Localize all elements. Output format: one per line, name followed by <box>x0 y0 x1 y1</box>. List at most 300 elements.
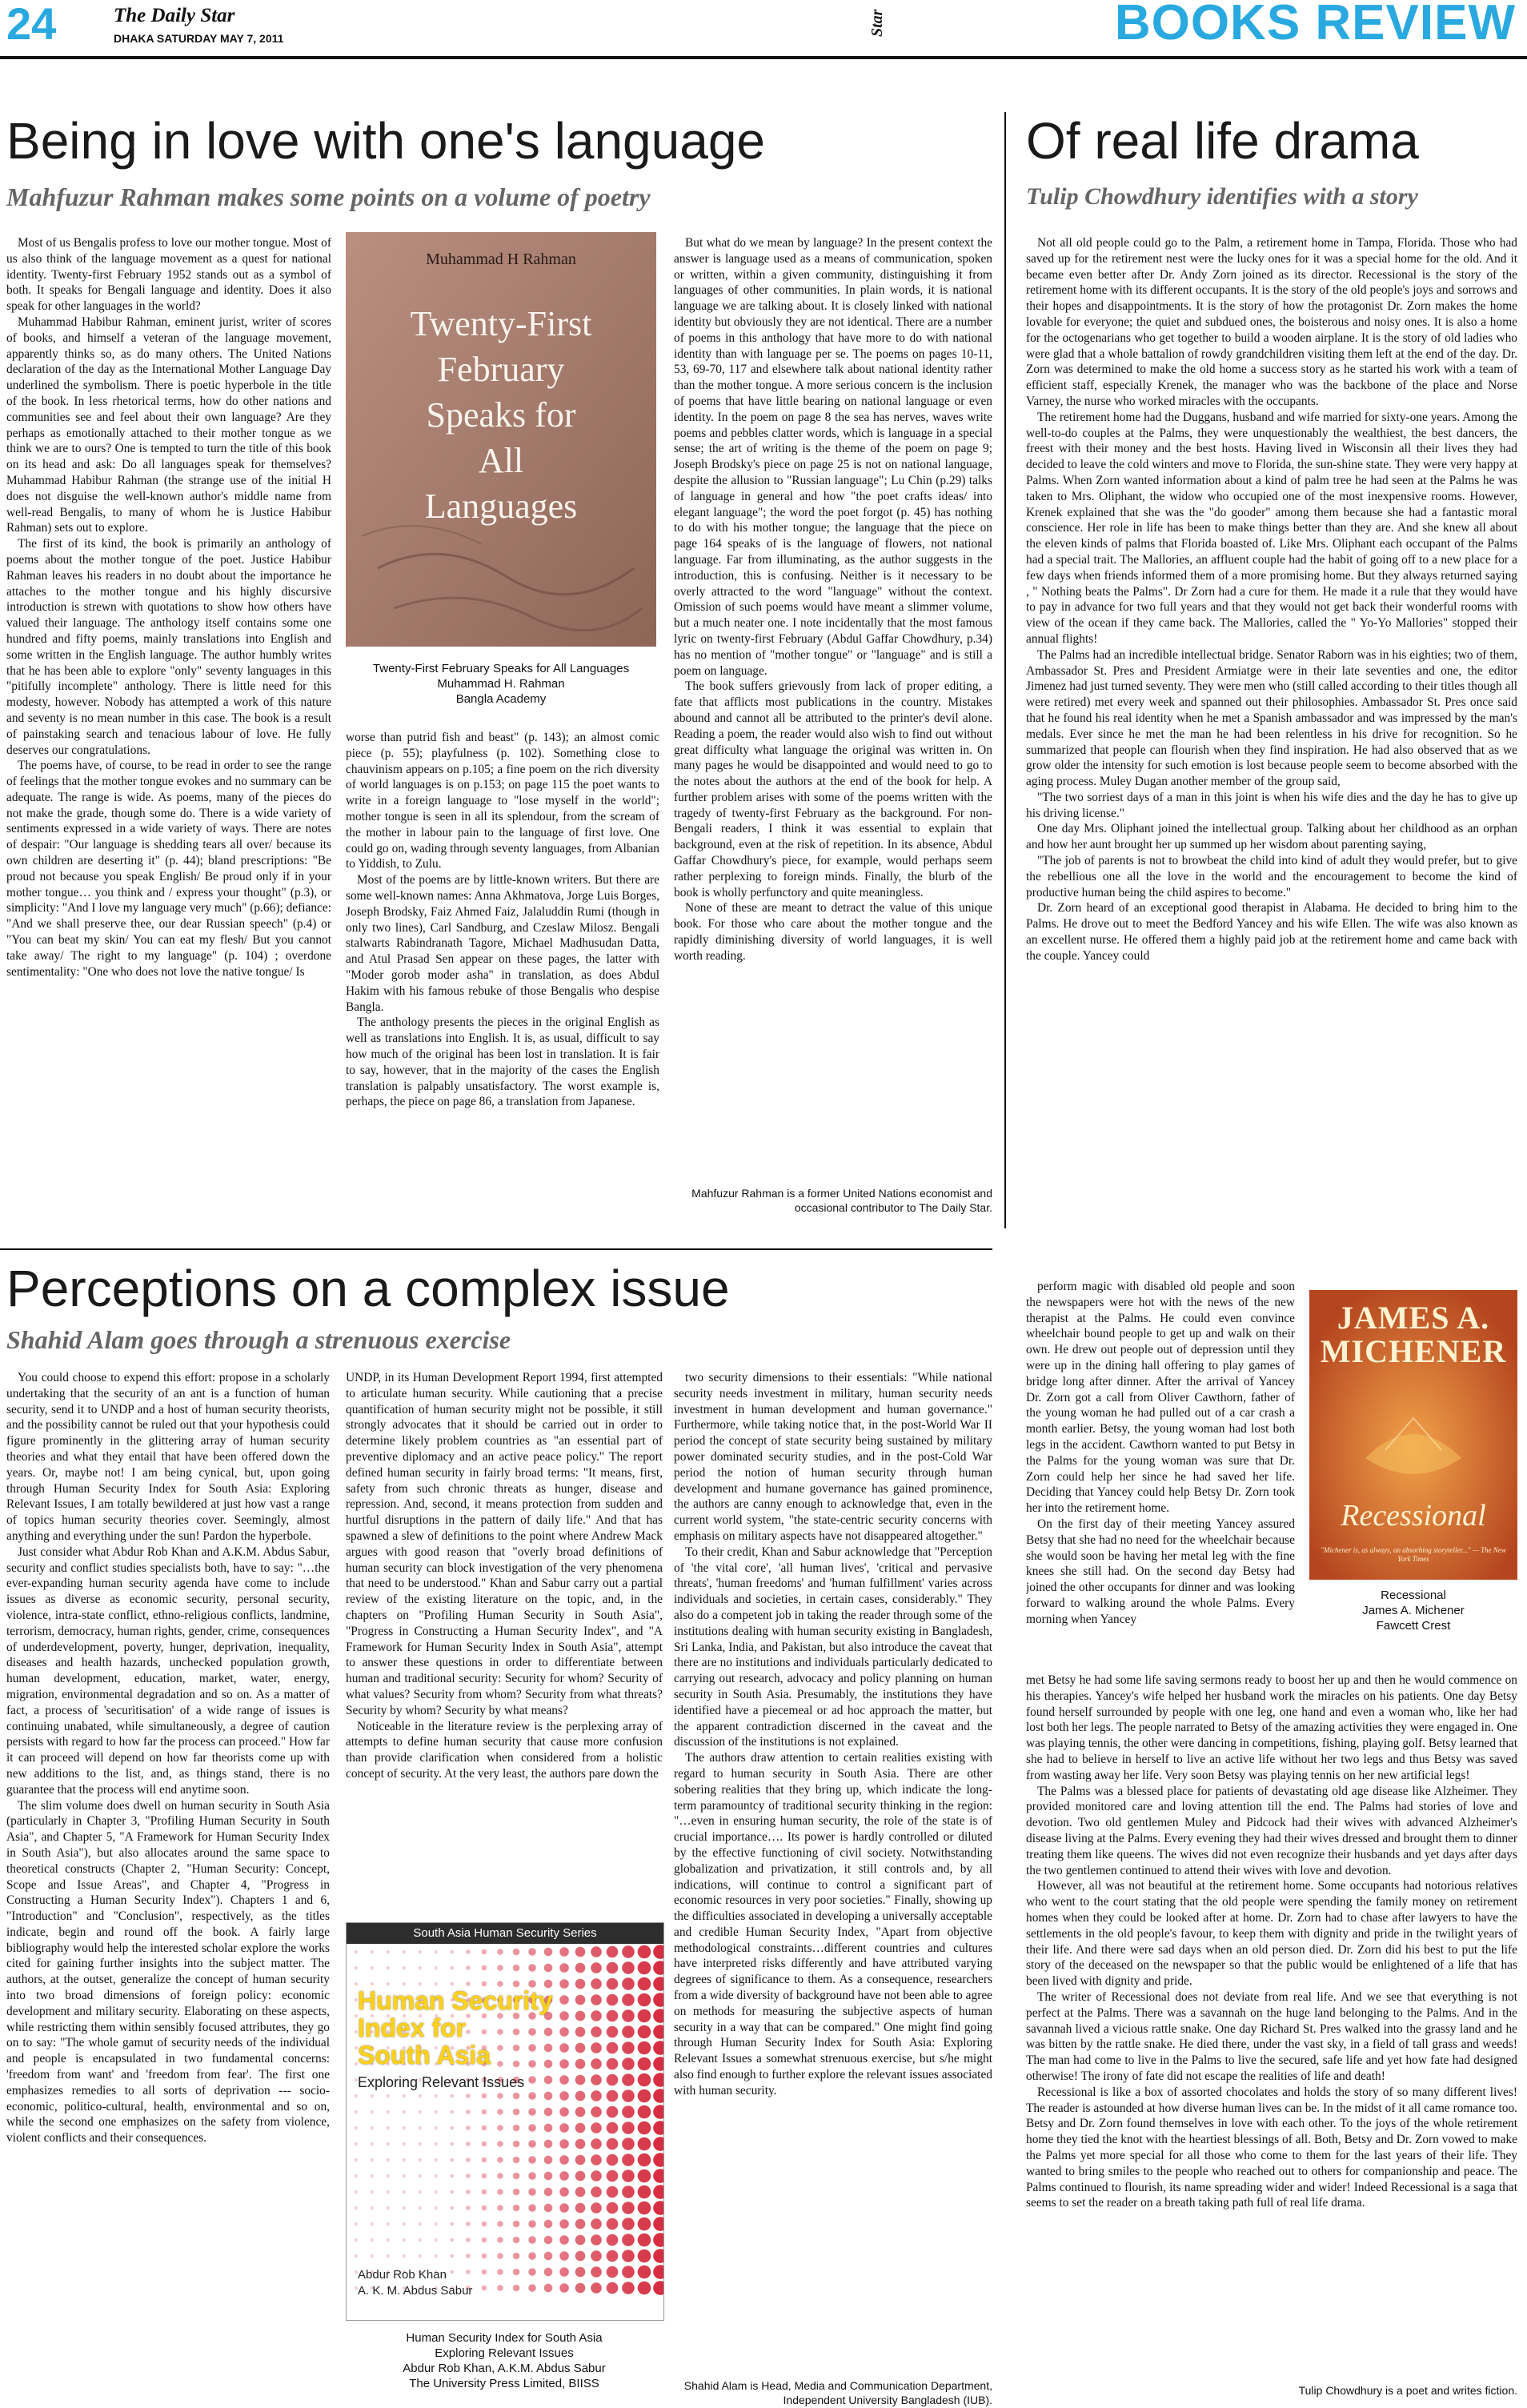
cover3-dot <box>419 2158 422 2162</box>
cover3-dot <box>371 2222 374 2226</box>
cover3-dot <box>355 2254 358 2258</box>
cover3-dot <box>513 2157 520 2164</box>
paragraph: "The job of parents is not to browbeat the child into kind of adult they would prefer, but to give the rebellious one all the love in the world and the encouragement to become the kind of productive human being the child aspires to become." <box>1026 854 1517 899</box>
paragraph: The writer of Recessional does not deviate from real life. And we see that everything is not perfect at the Palms. There was a savannah on the huge land belonging to the Palms. And in the savannah lived a vicious rattle snake. One day Richard St. Pres walked into the grassy land and he was bitten by the rattle snake. He died there, under the vast sky, in a field of tall grass and weeds! The man had come to live in the Palms to live the secured, safe life and yet how fate had designed otherwise! The irony of fate did not escape the realities of life and death! <box>1026 1989 1517 2083</box>
cover3-dot <box>435 2174 438 2178</box>
cover3-dot <box>638 1993 651 2007</box>
cover3-dot <box>653 2105 663 2119</box>
cover3-dot <box>653 2089 663 2103</box>
cover3-dot <box>451 2254 455 2258</box>
paragraph: two security dimensions to their essentials: "While national security needs investment in military, human security needs investment in human development and human governance." Furthermore, while taking notice that, in the post-World War II period the concept of state security being sustained by military power dominated security studies, and in the post-Cold War period the notion of human security through human development and humane governance has gained prominence, the authors are canny enough to acknowledge that, even in the current world system, "the state-centric security concerns with emphasis on military aspects have not disappeared altogether." <box>674 1371 992 1543</box>
cover3-dot <box>513 2125 520 2132</box>
cover3-dot <box>528 2156 536 2164</box>
cover3-dot <box>482 2270 487 2275</box>
cover3-dot <box>403 1966 406 1969</box>
cover3-dot <box>638 2073 651 2087</box>
cover3-dot <box>607 2074 619 2086</box>
cover3-dot <box>387 2158 390 2162</box>
cover3-dot <box>638 2202 651 2215</box>
cover3-dot <box>607 2042 619 2054</box>
cover3-dot <box>575 2235 586 2246</box>
cover3-dot <box>497 2269 503 2275</box>
cover3-dot <box>622 2202 635 2214</box>
cover3-dot <box>544 2236 553 2245</box>
cover3-dot <box>482 2254 487 2259</box>
paragraph: met Betsy he had some life saving sermons ready to boost her up and then he would commence on his therapies. Yancey's wife helped her husband work the miracles on his patients. One day Betsy found herself surrounded by people with one leg, one hand and even a woman who, like her had lost both her legs. The people narrated to Betsy of the amazing activities they were engaged in. One was playing tennis, the other were dancing in competitions, fishing, playing golf. Betsy learned that she had to believe in herself to live an active life without her two legs and thus Betsy was saved from wasting away her life. Very soon Betsy was playing tennis on her new artificial legs! <box>1026 1673 1517 1782</box>
cover3-dot <box>497 2173 503 2179</box>
cover3-dot <box>466 1981 471 1986</box>
cover3-dot <box>355 2142 358 2146</box>
article2-col-top <box>1026 235 1517 1279</box>
cover3-dot <box>622 1977 635 1990</box>
cover3-dot <box>387 2222 390 2226</box>
cover3-dot <box>653 2041 663 2055</box>
cover3-dot <box>575 2283 586 2294</box>
cover3-dot <box>403 2126 406 2130</box>
cover3-dot <box>653 2169 663 2183</box>
caption-line: Fawcett Crest <box>1376 1619 1451 1633</box>
cover3-dot <box>638 1945 651 1959</box>
cover3-dot <box>403 2206 406 2210</box>
cover3-dot <box>435 2190 438 2194</box>
cover3-dot <box>403 2174 406 2178</box>
cover-title-line: All <box>478 441 524 480</box>
cover3-dot <box>622 1961 635 1974</box>
caption-line: Twenty-First February Speaks for All Languages <box>372 662 630 675</box>
cover3-dot <box>544 1964 553 1973</box>
cover3-dot <box>466 2142 471 2146</box>
cover3-dot <box>607 1946 619 1958</box>
cover3-dot <box>451 1982 455 1986</box>
cover3-dot <box>482 2238 487 2243</box>
cover3-dot <box>403 2142 406 2146</box>
cover3-dot <box>451 2110 455 2114</box>
cover3-dot <box>528 2188 536 2196</box>
cover3-dot <box>591 1962 602 1973</box>
cover3-dot <box>638 2186 651 2199</box>
cover3-dot <box>559 2107 569 2117</box>
cover3-dot <box>653 2073 663 2087</box>
cover3-dot <box>419 1966 422 1969</box>
cover3-dot <box>387 2238 390 2242</box>
cover3-dot <box>575 2155 586 2166</box>
cover3-dot <box>513 2221 520 2228</box>
headline-perceptions: Perceptions on a complex issue <box>6 1260 730 1317</box>
cover3-dot <box>638 2154 651 2167</box>
caption-line: James A. Michener <box>1362 1604 1465 1617</box>
cover3-dot <box>497 2189 503 2195</box>
cover3-dot <box>482 1965 487 1971</box>
cover3-dot <box>403 1950 406 1953</box>
paragraph: The first of its kind, the book is primarily an anthology of poems about the mother tongue of the poet. Justice Habibur Rahman leaves his readers in no doubt about the importance he attaches to the mother tongue and his highly discursive introduction is strewn with quotations to show how others have valued their language. The anthology itself contains some one hundred and fifty poems, mainly translations into English and some written in the English language. The author humbly writes that he has been able to explore "only" seventy languages in this "pitifully incomplete" anthology. There is little need for this modesty, however. Nobody has attempted a work of this nature and seventy is no mean number in this case. The book is a result of painstaking search and tenacious labour of love. He fully deserves our congratulations. <box>6 537 331 757</box>
cover3-dot <box>544 2124 553 2133</box>
cover3-dot <box>544 2172 553 2181</box>
book-cover-human-security <box>346 1922 664 2321</box>
cover3-dot <box>497 2237 503 2243</box>
cover3-series: South Asia Human Security Series <box>347 1923 663 1944</box>
paragraph: The Palms was a blessed place for patients of devastating old age disease like Alzheimer. They provided monitored care and loving attention till the end. The Palms had stories of love and devotion. Two old gentlemen Muley and Pidcock had their wives with advanced Alzheimer's disease living at the Palms. Every evening they had their wives dressed and brought them to dinner treating them like queens. The wives did not even recognize their husbands and yet days after days the two gentlemen continued to attend their wives with love and devotion. <box>1026 1784 1517 1877</box>
cover3-dot <box>387 2206 390 2210</box>
cover3-dot <box>653 2217 663 2231</box>
cover3-dot <box>544 2188 553 2197</box>
cover3-dot <box>403 2110 406 2114</box>
byline-drama: Tulip Chowdhury is a poet and writes fiction. <box>1298 2384 1517 2397</box>
cover3-dot <box>403 2190 406 2194</box>
cover3-dot <box>403 2158 406 2162</box>
cover3-dot <box>497 2157 503 2163</box>
cover3-dot <box>387 2126 390 2130</box>
headline-language: Being in love with one's language <box>6 112 765 170</box>
cover3-dot <box>528 2236 536 2244</box>
cover3-dot <box>607 2090 619 2102</box>
cover3-dot <box>638 2025 651 2039</box>
cover3-dot <box>607 1978 619 1990</box>
cover3-dot <box>559 2187 569 2197</box>
cover3-dot <box>497 2221 503 2227</box>
cover3-dot <box>653 2009 663 2023</box>
cover3-dot <box>387 2254 390 2258</box>
article2-col-narrow <box>1026 1279 1295 1674</box>
paragraph: Dr. Zorn heard of an exceptional good therapist in Alabama. He decided to bring him to the Palms. He drove out to meet the Bedford Yancey and his wife Ellen. The wife was also known as an excellent nurse. He offered them a highly paid job at the retirement home and came back with the couple. Yancey could <box>1026 901 1517 963</box>
cover3-dot <box>622 2057 635 2070</box>
paragraph: But what do we mean by language? In the present context the answer is language used as a means of communication, spoken or written, within a given community, distinguishing it from languages of other communities. In plain words, it is national language we are talking about. It is closely linked with national identity but obviously they are not identical. There are a number of poems in this anthology that have more to do with national identity than with language per se. The poems on pages 10-11, 53, 69-70, 117 and elsewhere talk about national identity rather than the mother tongue. A more serious concern is the inclusion of poems that have little bearing on national language or even identity. In the poem on page 8 the sea has nerves, waves write poems and pebbles clatter words, which is language in a special sense; the art of writing is the theme of the poem on page 9; Joseph Brodsky's piece on page 25 is not on national language, despite the allusion to "Russian language"; Lu Chin (p.29) talks of language in general and how "the poet crafts ideas/ into elegant language"; the word the poet forgot (p. 45) has nothing to do with his mother tongue; the language that the piece on page 164 speaks of is the language of flowers, not national language. Far from illuminating, as the author suggests in the introduction, this is confusing. Neither is it necessary to be overly attracted to the word "language" without the context. Omission of such poems would have meant a slimmer volume, but a much neater one. I note incidentally that the most famous lyric on twenty-first February (Abdul Gaffar Chowdhury, p.34) has no mention of "mother tongue" or "language" and is still a poem on language. <box>674 236 992 678</box>
cover3-dot <box>638 2234 651 2247</box>
cover3-dot <box>482 2206 487 2211</box>
cover3-dot <box>638 2057 651 2071</box>
cover3-dot <box>607 2282 619 2294</box>
cover3-dot <box>387 2142 390 2146</box>
cover3-dot <box>638 2105 651 2119</box>
cover3-dot <box>544 2092 553 2101</box>
cover3-dot <box>435 2126 438 2130</box>
cover3-dot <box>371 2110 374 2114</box>
cover3-dot <box>387 1950 390 1953</box>
cover3-dot <box>607 2026 619 2038</box>
cover3-dot <box>638 2250 651 2263</box>
cover3-dot <box>575 2091 586 2101</box>
caption-line: Human Security Index for South Asia <box>406 2331 603 2345</box>
cover3-dot <box>653 2121 663 2135</box>
cover3-dot <box>575 2267 586 2278</box>
cover3-dot <box>622 2073 635 2086</box>
cover3-dot <box>355 1950 358 1953</box>
cover3-dot <box>653 2057 663 2071</box>
cover3-dot <box>638 2009 651 2023</box>
paragraph: On the first day of their meeting Yancey assured Betsy that she had no need for the wheelchair because she would soon be having her metal leg with the fine knees she still had. On the second day Betsy had joined the other occupants for dinner and was looking forward to walking around the whole Palms. Every morning when Yancey <box>1026 1517 1295 1626</box>
cover3-title-line: Human Security <box>358 1986 553 2015</box>
cover3-dot <box>559 1963 569 1973</box>
cover-title <box>346 301 656 529</box>
cover3-dot <box>544 2268 553 2277</box>
cover3-dot <box>513 2093 520 2100</box>
cover3-dot <box>435 1982 438 1985</box>
cover3-dot <box>622 2105 635 2118</box>
cover3-dot <box>513 2205 520 2212</box>
cover3-title-block <box>347 1987 603 2091</box>
cover3-dot <box>591 2234 602 2246</box>
cover3-dot <box>497 2253 503 2259</box>
cover3-dot <box>528 2172 536 2180</box>
cover3-dot <box>544 2140 553 2149</box>
cover3-dot <box>451 2206 455 2210</box>
caption-line: The University Press Limited, BIISS <box>409 2377 599 2390</box>
cover3-dot <box>528 2108 536 2116</box>
cover3-dot <box>528 2268 536 2276</box>
article1-col2 <box>346 730 659 1242</box>
cover3-dot <box>371 2190 374 2194</box>
cover3-dot <box>419 2254 422 2258</box>
paragraph: Most of us Bengalis profess to love our mother tongue. Most of us also think of the language movement as a quest for national identity. Twenty-first February 1952 stands out as a symbol of both. It speaks for Bengali language and identity. Does it also speak for other languages in the world? <box>6 236 331 314</box>
cover3-dot <box>607 2010 619 2022</box>
cover2-blurb: "Michener is, as always, an absorbing storyteller..." — The New York Times <box>1321 1546 1506 1563</box>
cover3-dot <box>591 2218 602 2230</box>
cover3-dot <box>466 2174 471 2178</box>
cover3-dot <box>435 2094 438 2097</box>
cover3-dot <box>622 2234 635 2246</box>
cover-title-line: Speaks for <box>426 395 576 435</box>
cover3-dot <box>482 2142 487 2147</box>
cover3-dot <box>622 2218 635 2230</box>
cover3-dot <box>466 2093 471 2098</box>
cover3-dot <box>638 2138 651 2151</box>
cover3-dot <box>607 2170 619 2182</box>
cover3-dot <box>559 2171 569 2181</box>
cover3-dot <box>466 1949 471 1954</box>
cover3-dot <box>528 2204 536 2212</box>
headline-drama: Of real life drama <box>1026 112 1419 170</box>
cover3-dot <box>513 2253 520 2260</box>
cover3-dot <box>638 2089 651 2103</box>
cover3-dot <box>466 2238 471 2242</box>
cover3-dot <box>559 2235 569 2245</box>
article2-col-bottom <box>1026 1673 1517 2370</box>
cover3-dot <box>638 2041 651 2055</box>
cover3-dot <box>591 2266 602 2278</box>
paragraph: The authors draw attention to certain realities existing with regard to human security in South Asia. There are other sobering realities that they bring up, which indicate the long-term paramountcy of traditional security thinking in the region: "…even in ensuring human security, the role of the state is of crucial importance…. Its power is hardly controlled or diluted by the effective functioning of civil society. Notwithstanding globalization and privatization, it still controls and, by all indications, will continue to control a significant part of economic resources in very poor societies." Finally, showing up the difficulties associated in developing a universally acceptable and credible Human Security Index, "Apart from objective methodological constraints…different countries and cultures have interpreted risks differently and have attributed varying degrees of significance to them. As a consequence, researchers from a wide diversity of background have not been able to agree on methods for measuring the subjective aspects of human security in a way that can be compared." One might find going through Human Security Index for South Asia: Exploring Relevant Issues a somewhat strenuous exercise, but s/he might also find enough to further explore the relevant issues associated with human security. <box>674 1751 992 2097</box>
cover3-dot <box>419 2206 422 2210</box>
cover3-dot <box>419 2110 422 2114</box>
cover3-dot <box>653 2265 663 2279</box>
cover3-dot <box>497 2109 503 2115</box>
cover3-dot <box>575 2219 586 2230</box>
cover3-dot <box>482 2222 487 2227</box>
paragraph: Muhammad Habibur Rahman, eminent jurist, writer of scores of books, and himself a veteran of the language movement, apparently thinks so, as do many others. The United Nations declaration of the day as the International Mother Language Day underlined the symbolism. There is poetic hyperbole in the title of the book. In less rhetorical terms, how do other nations and communities see and feel about their own language? Are they perhaps as emotionally attached to their mother tongue as we think we are to ours? One is tempted to turn the title of this book on its head and ask: Do all languages speak for themselves? Muhammad Habibur Rahman (the strange use of the initial H does not disguise the well-known author's middle name from well-read Bengalis, to many of whom he is Justice Habibur Rahman) sets out to explore. <box>6 315 331 535</box>
cover3-dot <box>371 2254 374 2258</box>
masthead-rule <box>0 56 1527 59</box>
cover3-dot <box>355 2126 358 2130</box>
cover3-dot <box>497 2125 503 2131</box>
cover2-title: Recessional <box>1341 1499 1486 1533</box>
cover3-dot <box>575 2251 586 2262</box>
paper-name: The Daily Star <box>114 5 235 26</box>
cover3-dot <box>513 2285 520 2292</box>
cover3-dot <box>355 2094 358 2097</box>
cover3-dot <box>559 2155 569 2165</box>
cover3-dot <box>591 2186 602 2198</box>
deck-perceptions: Shahid Alam goes through a strenuous exercise <box>6 1325 511 1354</box>
cover3-dot <box>544 2284 553 2293</box>
cover3-dot <box>528 2092 536 2100</box>
cover3-dot <box>482 2286 487 2291</box>
deck-drama: Tulip Chowdhury identifies with a story <box>1026 183 1418 210</box>
section-rule <box>0 1248 992 1250</box>
paragraph: Recessional is like a box of assorted chocolates and holds the story of so many different lives! The reader is astounded at how diverse human lives can be. In the midst of it all came romance too. Betsy and Dr. Zorn found themselves in love with each other. To the joys of the whole retirement home they tied the knot with the heartiest blessings of all. Both, Betsy and Dr. Zorn vowed to make the Palms yet more special for all those who come to them for the last years of their life. They wanted to bring smiles to the people who reached out to others for companionship and peace. The Palms continued to flourish, its name spreading wider and wider! Indeed Recessional is a saga that seems to set the reader on a breath taking path full of real life drama. <box>1026 2085 1517 2210</box>
cover3-dot <box>622 2122 635 2134</box>
cover3-dot <box>482 2174 487 2179</box>
cover3-dot <box>653 1961 663 1975</box>
paragraph: The retirement home had the Duggans, husband and wife married for sixty-one years. Among the well-to-do couples at the Palms, they were unquestionably the wealthiest, the best dancers, the freest with their money and the best hosts. Having lived in Wisconsin all their lives they had decided to leave the cold winters and move to Florida, the sun-shine state. They were very happy at Palms. When Zorn wanted information about a kind of palm tree he had seen at the Palms he was taken to Mrs. Oliphant, the widow who occupied one of the most inexpensive rooms. However, Krenek explained that she was the "do gooder" among them because she had a fantastic moral conscience. Her role in life has been to make things better than they are. And she knew all about the eleven kinds of palms that Florida boasted of. Like Mrs. Oliphant each occupant of the Palms had a special trait. The Mallories, an affluent couple had the habit of going off to a new place for a few days when friends informed them of a more promising home. But they always returned saying , " Nothing beats the Palms". Dr Zorn had a cure for them. He made it a rule that they would have to pay in advance for two full years and that they would not get back their wonderful rooms with view of the ocean if they came back. The Mallories, called the " Yo-Yo Mallories" stopped their annual flights! <box>1026 410 1517 646</box>
paragraph: UNDP, in its Human Development Report 1994, first attempted to articulate human security. While cautioning that a precise quantification of human security might not be possible, it still strongly advocates that it should be carried out in order to determine likely problem countries as "an essential part of preventive diplomacy and an active peace policy." The report defined human security in fairly broad terms: "It means, first, safety from such chronic threats as hunger, disease and repression. And, second, it means protection from sudden and hurtful disruptions in the pattern of daily life." And that has spawned a slew of definitions to the point where Andrew Mack argues with good reason that "overly broad definitions of human security can block investigation of the very phenomena that need to be understood." Khan and Sabur carry out a partial review of the existing literature on the topic, and, in the chapters on "Profiling Human Security in South Asia", "Progress in Constructing a Human Security Index", and "A Framework for Human Security Index in South Asia", attempt to answer these questions in order to differentiate between human and traditional security: Security for whom? Security of what values? Security from whom? Security from what threats? Security by whom? Security by what means? <box>346 1371 663 1717</box>
cover3-dot <box>544 2252 553 2261</box>
cover3-dot <box>528 1948 536 1956</box>
cover3-dot <box>419 1950 422 1953</box>
cover3-dot <box>607 2058 619 2070</box>
cover3-dot <box>355 1982 358 1985</box>
cover-title-line: Twenty-First <box>410 304 592 343</box>
cover3-dot <box>575 2203 586 2214</box>
cover3-subtitle: Exploring Relevant Issues <box>358 2074 525 2090</box>
cover3-dot <box>544 1948 553 1957</box>
cover3-dot <box>559 1947 569 1957</box>
cover3-dot <box>638 2122 651 2135</box>
cover3-dot <box>387 2094 390 2097</box>
cover3-dot <box>544 2108 553 2117</box>
cover3-dot <box>607 2266 619 2278</box>
cover-author: Muhammad H Rahman <box>426 250 576 268</box>
paragraph: One day Mrs. Oliphant joined the intellectual group. Talking about her childhood as an orphan and how her aunt brought her up summed up her wisdom about parenting saying, <box>1026 822 1517 852</box>
cover3-dot <box>591 1946 602 1957</box>
cover3-dot <box>575 2139 586 2150</box>
cover3-dot <box>466 2190 471 2194</box>
cover3-dot <box>622 2009 635 2022</box>
cover3-dot <box>622 2138 635 2150</box>
cover3-dot <box>419 2142 422 2146</box>
cover3-dot <box>653 1977 663 1991</box>
cover3-dot <box>622 2250 635 2262</box>
cover3-dot <box>371 1966 374 1969</box>
cover3-dot <box>435 2142 438 2146</box>
cover3-dot <box>451 1966 455 1970</box>
section-title: BOOKS REVIEW <box>1114 0 1516 50</box>
cover3-dot <box>607 1994 619 2006</box>
article3-col1 <box>6 1370 330 2402</box>
cover3-dot <box>653 2153 663 2167</box>
cover3-dot <box>528 1964 536 1972</box>
cover3-dot <box>371 1982 374 1985</box>
caption-line: Muhammad H. Rahman <box>437 677 565 691</box>
cover3-dot <box>653 2201 663 2215</box>
article3-col3 <box>674 1370 992 2374</box>
cover3-dot <box>575 2187 586 2198</box>
cover2-author-line2: MICHENER <box>1320 1333 1507 1369</box>
paragraph: Just consider what Abdur Rob Khan and A.K.M. Abdus Sabur, security and conflict studies specialists both, have to say: "…the ever-expanding human security agenda have come to include issues as diverse as economic security, personal security, violence, intra-state conflict, ethno-religious conflicts, landmine, terrorism, democracy, human rights, gender, crime, consequences of underdevelopment, poverty, hunger, deprivation, inequality, diseases and health hazards, unchecked population growth, human development, education, market, water, energy, migration, environmental degradation and so on. As a matter of fact, a process of 'securitisation' of a wide range of issues is continuing unabated, while simultaneously, a degree of caution persists with regard to how far the process can proceed." How far it can proceed will depend on how far theorists come up with new additions to the list, and, as things stand, there is no guarantee that the process will end anytime soon. <box>6 1545 330 1797</box>
cover3-dot <box>638 1977 651 1991</box>
cover3-dot <box>355 2206 358 2210</box>
cover3-dot <box>575 2171 586 2182</box>
cover3-dot <box>482 2093 487 2099</box>
cover3-dot <box>638 2282 651 2295</box>
cover3-dot <box>607 1962 619 1974</box>
cover3-dot <box>528 2220 536 2228</box>
cover3-dot <box>419 2094 422 2097</box>
paragraph: The Palms had an incredible intellectual bridge. Senator Raborn was in his eighties; two of them, Ambassador St. Pres and President Armiatge were in their late seventies and one, the editor Jimenez had just turned seventy. They were men who (still called according to their titles though all were retired) met every week and spanned out their philosophies. Ambassador St. Pres once said that he found his real identity when he met a Spanish ambassador and was impressed by the man's medals. Ever since he met the man he had been relentless in his drive for recognition. So he summarized that people can flourish when they find inspiration. He had also observed that as we grow older the intensity for such emotion is lost because people seem to become absorbed with the aging process. Muley Dugan another member of the group said, <box>1026 647 1517 789</box>
cover3-dot <box>622 2266 635 2278</box>
cover3-dot <box>622 1945 635 1958</box>
cover3-dot <box>591 2138 602 2150</box>
cover3-dot <box>653 2249 663 2263</box>
cover3-author: A. K. M. Abdus Sabur <box>358 2284 473 2298</box>
cover3-dot <box>513 1949 520 1956</box>
cover3-dot <box>607 2154 619 2166</box>
cover3-dot <box>466 2254 471 2258</box>
cover3-dot <box>559 2123 569 2133</box>
cover3-dot <box>513 2141 520 2148</box>
cover3-dot <box>513 1965 520 1972</box>
cover3-dot <box>451 2174 455 2178</box>
cover3-dot <box>528 2284 536 2292</box>
article1-col1 <box>6 235 331 1240</box>
paragraph: You could choose to expend this effort: propose in a scholarly undertaking that the security of an ant is a function of human security, send it to UNDP and a host of human security theorists, and the possibility cannot be ruled out that your hypothesis could figure prominently in the glittering array of human security theories and what they entail that have been offered down the years. Or, maybe not! I am being cynical, but, upon going through Human Security Index for South Asia: Exploring Relevant Issues, I am totally bewildered at just how vast a range of topics human security theories cover. Seemingly, almost anything and everything under the sun! Pardon the hyperbole. <box>6 1371 330 1543</box>
cover3-dot <box>466 2126 471 2130</box>
cover3-dot <box>482 2126 487 2131</box>
cover3-dot <box>482 2158 487 2163</box>
cover2-author-line1: JAMES A. <box>1337 1300 1490 1336</box>
cover3-dot <box>638 2218 651 2231</box>
cover3-dot <box>371 2174 374 2178</box>
paragraph: The slim volume does dwell on human security in South Asia (particularly in Chapter 3, "Profiling Human Security in South Asia", and Chapter 5, "A Framework for Human Security Index in South Asia"), but also allocates around the same space to theoretical constructs (Chapter 2, "Human Security: Concept, Scope and Issue Areas", and Chapter 4, "Progress in Constructing a Human Security Index"). Chapters 1 and 6, "Introduction" and "Conclusion", respectively, as the titles indicate, begin and round off the book. A fairly large bibliography would help the interested scholar explore the works cited for gaining further insights into the subject matter. The authors, at the outset, generalize the concept of human security into two broad dimensions of foreign policy: economic development and military security. Elaborating on these aspects, while restricting them within sensibly focused attributes, they go on to say: "The whole gamut of security needs of the individual and people is encapsulated in two fundamental concerns: 'freedom from want' and 'freedom from fear'. The first one emphasizes remedies to all sorts of deprivation --- socio-economic, politico-cultural, health, environmental and so on, while the second one emphasizes on the safety from violence, violent conflicts and their consequences. <box>6 1798 330 2146</box>
caption-line: Abdur Rob Khan, A.K.M. Abdus Sabur <box>403 2362 606 2375</box>
cover3-dot <box>355 2158 358 2162</box>
caption-line: Bangla Academy <box>455 692 547 706</box>
cover3-dot <box>607 2202 619 2214</box>
cover3-title-line: Index for <box>358 2013 467 2042</box>
cover3-authors <box>358 2267 472 2299</box>
cover3-dot <box>622 2170 635 2182</box>
cover3-dot <box>513 2109 520 2116</box>
cover3-dot <box>419 2222 422 2226</box>
cover3-dot <box>653 2281 663 2295</box>
cover3-dot <box>466 1965 471 1970</box>
cover3-dot <box>482 2110 487 2115</box>
paragraph: Most of the poems are by little-known writers. But there are some well-known names: Anna Akhmatova, Jorge Luis Borges, Joseph Brodsky, Faiz Ahmed Faiz, Jalaluddin Rumi (though in only two lines), Carl Sandburg, and Czeslaw Milosz. Bengali stalwarts Rabindranath Tagore, Michael Madhusudan Datta, and Atul Prasad Sen appear on these pages, the latter with "Moder gorob moder asha" in translation, as does Abdul Hakim with his famous rebuke of those Bengalis who despise Bangla. <box>346 873 659 1014</box>
cover3-dot <box>607 2234 619 2246</box>
cover3-dot <box>482 2190 487 2195</box>
cover3-dot <box>575 2107 586 2118</box>
caption-line: Exploring Relevant Issues <box>435 2346 574 2360</box>
cover3-dot <box>638 1961 651 1975</box>
cover3-dot <box>638 2170 651 2183</box>
cover3-dot <box>591 2154 602 2166</box>
cover3-dot <box>419 1982 422 1985</box>
cover3-dot <box>403 1982 406 1985</box>
cover3-dot <box>622 2089 635 2102</box>
cover3-dot <box>575 1963 586 1973</box>
cover3-dot <box>451 2094 455 2098</box>
cover3-dot <box>528 2252 536 2260</box>
cover3-dot <box>591 2250 602 2262</box>
paragraph: perform magic with disabled old people and soon the newspapers were hot with the news of the new therapist at the Palms. He could even convince wheelchair bound people to get up and walk on their own. He drew out people out of depression until they were up in the dining hall offering to play games of bridge long after dinner. After the arrival of Yancey Dr. Zorn got a call from Oliver Cawthorn, father of the young woman he had pulled out of a car crash a month earlier. Betsy, the young woman had lost both legs in the accident. Cawthorn wanted to put Betsy in the Palms for the young woman was sure that Dr. Zorn could help her since he had saved her life. Deciding that Yancey could help Betsy Dr. Zorn took her into the retirement home. <box>1026 1280 1295 1516</box>
cover3-dot <box>435 1950 438 1953</box>
cover3-dot <box>387 1966 390 1969</box>
cover3-dot <box>497 2205 503 2211</box>
cover3-dot <box>451 2142 455 2146</box>
cover3-dot <box>371 2142 374 2146</box>
paragraph: The book suffers grievously from lack of proper editing, a fate that afflicts most publications in the country. Mistakes abound and cannot all be attributed to the printer's devil alone. Reading a poem, the reader would also wish to find out without great difficulty what language the original was written in. On many pages he would be disappointed and would need to go to the notes about the authors at the end of the book for help. A further problem arises with some of the poems written with the tragedy of twenty-first February as the background. For non-Bengali readers, I think it was essential to explain that background, even at the risk of repetition. In its absence, Abdul Gaffar Chowdhury's piece, for example, would perhaps seem rather perplexing to foreign minds. Finally, the blurb of the book is wholly perfunctory and quite meaningless. <box>674 679 992 899</box>
cover3-dot <box>435 2206 438 2210</box>
cover3-dot <box>559 2203 569 2213</box>
cover3-dot <box>371 2238 374 2242</box>
cover3-dot <box>403 2238 406 2242</box>
